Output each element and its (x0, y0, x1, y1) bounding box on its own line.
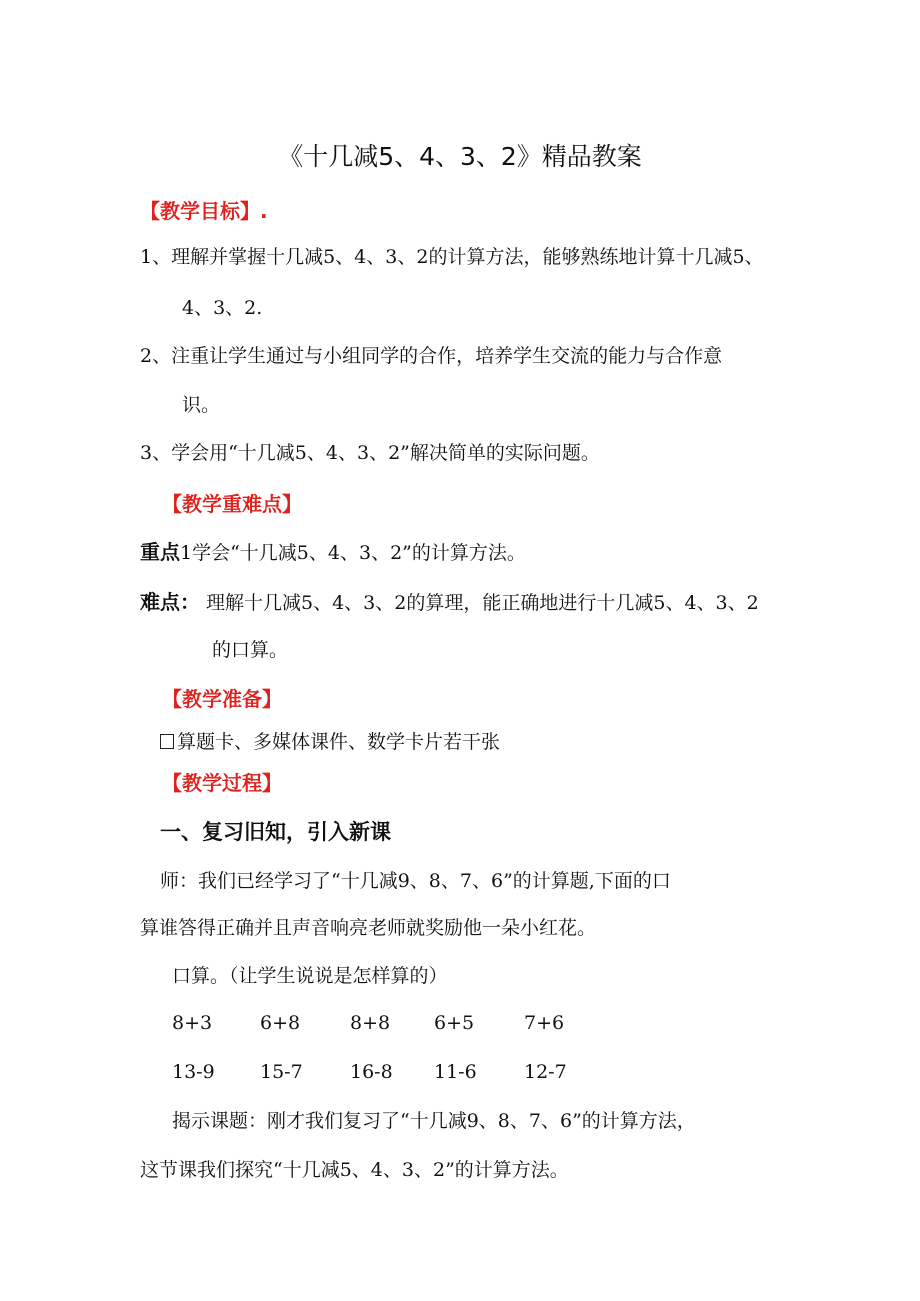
checkbox-square-icon (160, 734, 174, 749)
reveal-line-1: 揭示课题：刚才我们复习了“十几减9、8、7、6”的计算方法， (172, 1110, 696, 1132)
difficulty-line-2: 的口算。 (212, 639, 289, 661)
goal-3: 3、学会用“十几减5、4、3、2”解决简单的实际问题。 (140, 442, 600, 464)
teacher-line-1: 师：我们已经学习了“十几减9、8、7、6”的计算题,下面的口 (160, 870, 671, 892)
exercise-item: 11-6 (434, 1061, 477, 1083)
reveal-line-2: 这节课我们探究“十几减5、4、3、2”的计算方法。 (140, 1159, 569, 1181)
exercise-item: 7+6 (524, 1012, 565, 1034)
exercise-item: 6+8 (260, 1012, 301, 1034)
exercise-item: 16-8 (350, 1061, 393, 1083)
section-heading-prep: 【教学准备】 (162, 687, 282, 711)
section-heading-process: 【教学过程】 (162, 771, 282, 795)
page-title: 《十几减5、4、3、2》精品教案 (278, 142, 642, 171)
exercise-item: 6+5 (434, 1012, 475, 1034)
exercise-item: 8+3 (172, 1012, 213, 1034)
difficulty-line-1 (140, 589, 759, 616)
prep-line (160, 729, 500, 755)
step-1-heading: 一、复习旧知，引入新课 (160, 820, 391, 844)
prep-text: 算题卡、多媒体课件、数学卡片若干张 (177, 731, 501, 753)
goal-1-line-2: 4、3、2. (182, 297, 263, 319)
difficulty-label: 难点： (140, 590, 200, 614)
section-heading-keypoints: 【教学重难点】 (162, 492, 302, 516)
teacher-line-2: 算谁答得正确并且声音响亮老师就奖励他一朵小红花。 (140, 917, 597, 939)
goal-1-line-1: 1、理解并掌握十几减5、4、3、2的计算方法，能够熟练地计算十几减5、 (140, 246, 764, 268)
exercise-item: 15-7 (260, 1061, 303, 1083)
focus-label: 重点 (140, 540, 180, 564)
goal-2-line-2: 识。 (182, 394, 221, 416)
difficulty-text: 理解十几减5、4、3、2的算理，能正确地进行十几减5、4、3、2 (206, 592, 759, 614)
focus-text: 1学会“十几减5、4、3、2”的计算方法。 (180, 542, 526, 564)
section-heading-goals: 【教学目标】. (140, 199, 268, 223)
exercise-item: 13-9 (172, 1061, 215, 1083)
focus-line (140, 539, 526, 566)
goal-2-line-1: 2、注重让学生通过与小组同学的合作，培养学生交流的能力与合作意 (140, 345, 723, 367)
oral-intro: 口算。（让学生说说是怎样算的） (172, 965, 448, 987)
exercise-item: 8+8 (350, 1012, 391, 1034)
exercise-item: 12-7 (524, 1061, 567, 1083)
